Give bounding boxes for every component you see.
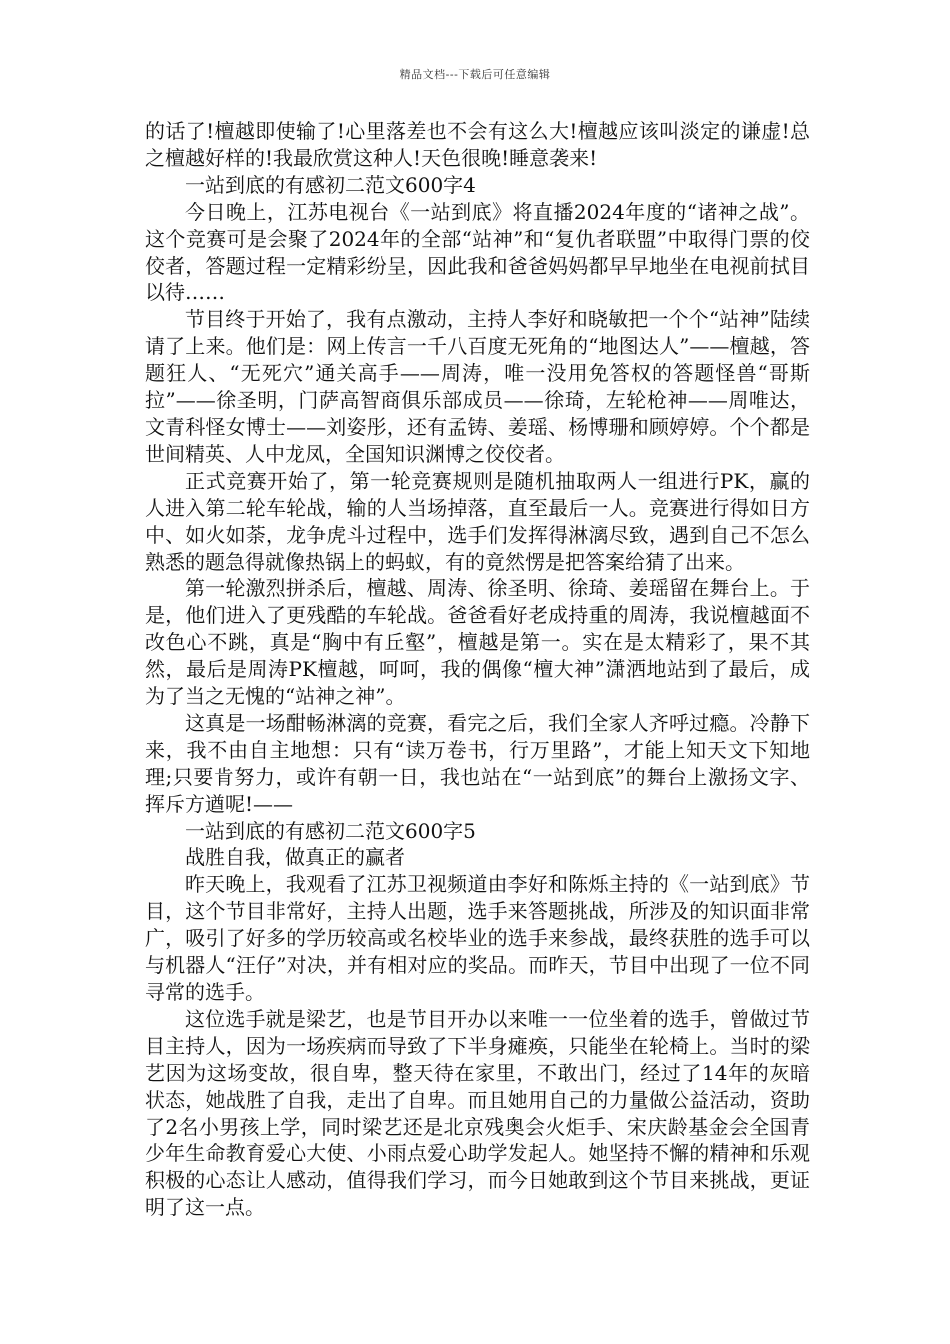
- page-header: 精品文档---下载后可任意编辑: [399, 68, 551, 81]
- section-heading-4: 一站到底的有感初二范文600字4: [185, 172, 476, 197]
- paragraph: 这真是一场酣畅淋漓的竞赛，看完之后，我们全家人齐呼过瘾。冷静下来，我不由自主地想：只有“读万卷书，行万里路”，才能上知天文下知地理;只要肯努力，或许有朝一日，我也站在“一站到底”的舞台上激扬文字、挥斥方遒呢!——: [145, 710, 810, 816]
- paragraph-continuation: 的话了!檀越即使输了!心里落差也不会有这么大!檀越应该叫淡定的谦虚!总之檀越好样的!我最欣赏这种人!天色很晚!睡意袭来!: [145, 119, 810, 170]
- paragraph: 今日晚上，江苏电视台《一站到底》将直播2024年度的“诸神之战”。这个竞赛可是会聚了2024年的全部“站神”和“复仇者联盟”中取得门票的佼佼者，答题过程一定精彩纷呈，因此我和爸爸妈妈都早早地坐在电视前拭目以待……: [145, 199, 810, 305]
- section-heading-5: 一站到底的有感初二范文600字5: [185, 818, 476, 843]
- essay-title: 战胜自我，做真正的赢者: [185, 845, 405, 870]
- paragraph: 节目终于开始了，我有点激动，主持人李好和晓敏把一个个“站神”陆续请了上来。他们是：网上传言一千八百度无死角的“地图达人”——檀越，答题狂人、“无死穴”通关高手——周涛，唯一没用免答权的答题怪兽“哥斯拉”——徐圣明，门萨高智商俱乐部成员——徐琦，左轮枪神——周唯达，文青科怪女博士——刘姿彤，还有孟铸、姜瑶、杨博珊和顾婷婷。个个都是世间精英、人中龙凤，全国知识渊博之佼佼者。: [145, 307, 810, 466]
- paragraph: 第一轮激烈拼杀后，檀越、周涛、徐圣明、徐琦、姜瑶留在舞台上。于是，他们进入了更残酷的车轮战。爸爸看好老成持重的周涛，我说檀越面不改色心不跳，真是“胸中有丘壑”，檀越是第一。实在是太精彩了，果不其然，最后是周涛PK檀越，呵呵，我的偶像“檀大神”潇洒地站到了最后，成为了当之无愧的“站神之神”。: [145, 576, 810, 709]
- paragraph: 这位选手就是梁艺，也是节目开办以来唯一一位坐着的选手，曾做过节目主持人，因为一场疾病而导致了下半身瘫痪，只能坐在轮椅上。当时的梁艺因为这场变故，很自卑，整天待在家里，不敢出门，经过了14年的灰暗状态，她战胜了自我，走出了自卑。而且她用自己的力量做公益活动，资助了2名小男孩上学，同时梁艺还是北京残奥会火炬手、宋庆龄基金会全国青少年生命教育爱心大使、小雨点爱心助学发起人。她坚持不懈的精神和乐观积极的心态让人感动，值得我们学习，而今日她敢到这个节目来挑战，更证明了这一点。: [145, 1006, 810, 1220]
- paragraph: 正式竞赛开始了，第一轮竞赛规则是随机抽取两人一组进行PK，赢的人进入第二轮车轮战，输的人当场掉落，直至最后一人。竞赛进行得如日方中、如火如荼，龙争虎斗过程中，选手们发挥得淋漓尽致，遇到自己不怎么熟悉的题急得就像热锅上的蚂蚁，有的竟然愣是把答案给猜了出来。: [145, 468, 810, 574]
- document-body: [145, 118, 810, 1221]
- paragraph: 昨天晚上，我观看了江苏卫视频道由李好和陈烁主持的《一站到底》节目，这个节目非常好，主持人出题，选手来答题挑战，所涉及的知识面非常广，吸引了好多的学历较高或名校毕业的选手来参战，最终获胜的选手可以与机器人“汪仔”对决，并有相对应的奖品。而昨天，节目中出现了一位不同寻常的选手。: [145, 872, 810, 1004]
